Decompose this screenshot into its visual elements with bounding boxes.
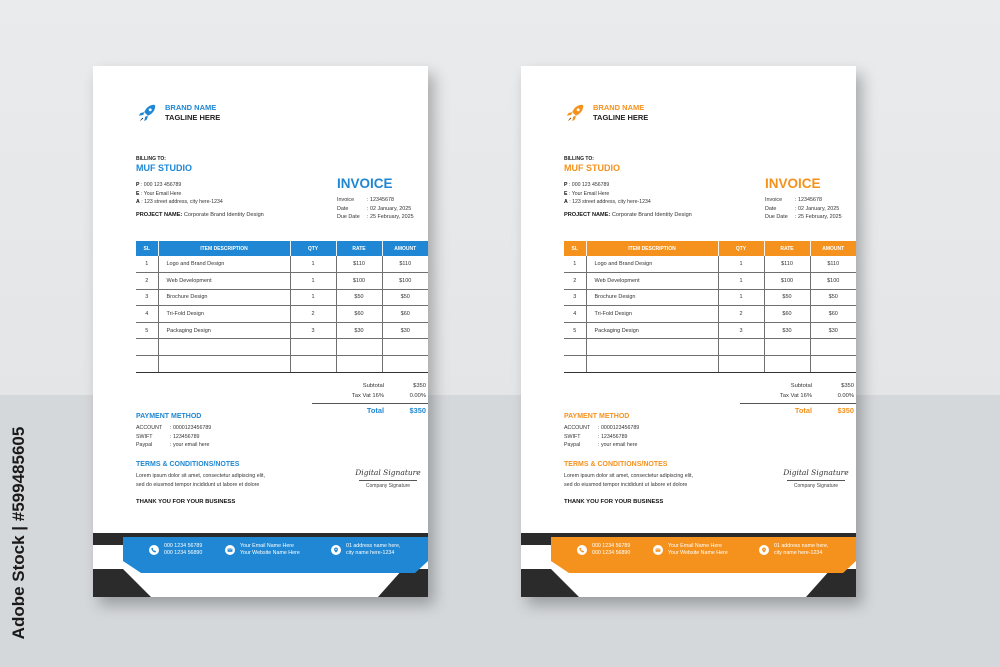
- payment-paypal: : your email here: [598, 442, 638, 449]
- invoice-meta: Invoice : 12345678 Date : 02 January, 2025 Due Date : 25 February, 2025: [765, 197, 842, 221]
- billing-contact: P : 000 123 456789 E : Your Email Here A : 123 street address, city here-1234: [136, 182, 223, 205]
- payment-details: ACCOUNT : 0000123456789 SWIFT : 123456789 Paypal : your email here: [136, 425, 212, 449]
- tax-value: 0.00%: [837, 392, 854, 399]
- subtotal-label: Subtotal: [362, 383, 384, 389]
- col-rate: RATE: [764, 241, 810, 256]
- billing-address: : 123 street address, city here-1234: [569, 199, 651, 205]
- tax-value: 0.00%: [409, 392, 426, 399]
- project-name: Corporate Brand Identity Design: [183, 212, 264, 218]
- subtotal-value: $350: [413, 383, 426, 389]
- table-row-empty: [564, 339, 856, 356]
- terms-title: TERMS & CONDITIONS/NOTES: [136, 461, 240, 468]
- table-row: 5 Packaging Design 3 $30 $30: [564, 322, 856, 339]
- items-table: [136, 241, 428, 373]
- footer-website: Your Website Name Here: [668, 550, 728, 556]
- brand-tagline: TAGLINE HERE: [593, 113, 649, 122]
- col-amount: AMOUNT: [810, 241, 856, 256]
- project-line: PROJECT NAME: Corporate Brand Identity Design: [564, 212, 692, 218]
- billing-email: : Your Email Here: [140, 190, 182, 197]
- terms-title: TERMS & CONDITIONS/NOTES: [564, 461, 668, 468]
- footer-address-1: 01 address name here,: [774, 543, 829, 549]
- brand-tagline: TAGLINE HERE: [165, 113, 221, 122]
- items-table-header: [564, 241, 856, 256]
- table-row: 3 Brochure Design 1 $50 $50: [136, 289, 428, 306]
- total-label: Total: [366, 406, 384, 415]
- invoice-due-date: : 25 February, 2025: [795, 214, 842, 221]
- footer-address-2: city name here-1234: [774, 550, 823, 556]
- table-row-empty: [564, 356, 856, 373]
- rocket-icon: [564, 101, 586, 125]
- billing-label: BILLING TO:: [564, 156, 594, 162]
- invoice-page-blue: [93, 66, 428, 597]
- payment-paypal: : your email here: [170, 442, 210, 449]
- billing-phone: : 000 123 456789: [140, 182, 182, 188]
- invoice-due-date: : 25 February, 2025: [367, 214, 414, 221]
- invoice-title: INVOICE: [337, 176, 393, 191]
- brand-logo: [136, 101, 220, 125]
- footer-phone-1: 000 1234 56789: [592, 543, 631, 549]
- footer-address-2: city name here-1234: [346, 550, 395, 556]
- table-row: 1 Logo and Brand Design 1 $110 $110: [564, 256, 856, 273]
- footer-phone-2: 000 1234 56890: [164, 550, 203, 556]
- items-table-header: [136, 241, 428, 256]
- signature-block: [779, 468, 853, 489]
- table-row: 2 Web Development 1 $100 $100: [136, 273, 428, 290]
- table-row: 3 Brochure Design 1 $50 $50: [564, 289, 856, 306]
- invoice-meta: Invoice : 12345678 Date : 02 January, 2025 Due Date : 25 February, 2025: [337, 197, 414, 221]
- tax-label: Tax Vat 16%: [351, 392, 384, 399]
- total-value: $350: [409, 406, 426, 415]
- signature-caption: Company Signature: [365, 483, 411, 489]
- location-icon: [761, 547, 767, 553]
- totals-block: [740, 382, 856, 418]
- payment-details: ACCOUNT : 0000123456789 SWIFT : 123456789 Paypal : your email here: [564, 425, 640, 449]
- payment-swift: : 123456789: [170, 433, 200, 440]
- footer-band: [93, 533, 428, 597]
- billing-label: BILLING TO:: [136, 156, 166, 162]
- col-description: ITEM DESCRIPTION: [158, 241, 290, 256]
- thank-you-note: THANK YOU FOR YOUR BUSINESS: [564, 499, 664, 505]
- footer-phone-2: 000 1234 56890: [592, 550, 631, 556]
- table-row: 5 Packaging Design 3 $30 $30: [136, 322, 428, 339]
- table-row: 4 Tri-Fold Design 2 $60 $60: [136, 306, 428, 323]
- footer-website: Your Website Name Here: [240, 550, 300, 556]
- table-row: 4 Tri-Fold Design 2 $60 $60: [564, 306, 856, 323]
- invoice-title: INVOICE: [765, 176, 821, 191]
- payment-title: PAYMENT METHOD: [136, 413, 202, 420]
- terms-text: Lorem ipsum dolor sit amet, consectetur adipiscing elit, sed do eiusmod tempor incididunt ut labore et dolore: [564, 473, 693, 488]
- payment-account: : 0000123456789: [170, 425, 212, 431]
- col-sl: SL: [136, 241, 158, 256]
- brand-name: BRAND NAME: [165, 103, 217, 112]
- brand-name: BRAND NAME: [593, 103, 645, 112]
- footer-email: Your Email Name Here: [668, 543, 722, 549]
- thank-you-note: THANK YOU FOR YOUR BUSINESS: [136, 499, 236, 505]
- email-icon: [655, 547, 661, 553]
- project-name: Corporate Brand Identity Design: [611, 212, 692, 218]
- footer-email: Your Email Name Here: [240, 543, 294, 549]
- phone-icon: [579, 547, 585, 553]
- signature-script: Digital Signature: [355, 468, 421, 477]
- brand-logo: [564, 101, 648, 125]
- invoice-number: : 12345678: [367, 197, 394, 203]
- project-line: PROJECT NAME: Corporate Brand Identity Design: [136, 212, 264, 218]
- location-icon: [333, 547, 339, 553]
- invoice-number: : 12345678: [795, 197, 822, 203]
- email-icon: [227, 547, 233, 553]
- invoice-page-orange: [521, 66, 856, 597]
- col-amount: AMOUNT: [382, 241, 428, 256]
- footer-phone-1: 000 1234 56789: [164, 543, 203, 549]
- col-sl: SL: [564, 241, 586, 256]
- rocket-icon: [136, 101, 158, 125]
- billing-email: : Your Email Here: [568, 190, 610, 197]
- col-qty: QTY: [290, 241, 336, 256]
- col-rate: RATE: [336, 241, 382, 256]
- phone-icon: [151, 547, 157, 553]
- billing-block: [564, 156, 620, 173]
- billing-phone: : 000 123 456789: [568, 182, 610, 188]
- col-description: ITEM DESCRIPTION: [586, 241, 718, 256]
- total-label: Total: [794, 406, 812, 415]
- invoice-date: : 02 January, 2025: [795, 205, 840, 212]
- table-row: 2 Web Development 1 $100 $100: [564, 273, 856, 290]
- totals-block: [312, 382, 428, 418]
- invoice-date: : 02 January, 2025: [367, 205, 412, 212]
- signature-caption: Company Signature: [793, 483, 839, 489]
- payment-account: : 0000123456789: [598, 425, 640, 431]
- table-row: 1 Logo and Brand Design 1 $110 $110: [136, 256, 428, 273]
- billing-block: [136, 156, 192, 173]
- table-row-empty: [136, 356, 428, 373]
- subtotal-label: Subtotal: [790, 383, 812, 389]
- table-row-empty: [136, 339, 428, 356]
- footer-band: [521, 533, 856, 597]
- payment-swift: : 123456789: [598, 433, 628, 440]
- terms-text: Lorem ipsum dolor sit amet, consectetur adipiscing elit, sed do eiusmod tempor incididunt ut labore et dolore: [136, 473, 265, 488]
- billing-company: MUF STUDIO: [136, 163, 192, 173]
- billing-company: MUF STUDIO: [564, 163, 620, 173]
- signature-block: [351, 468, 425, 489]
- tax-label: Tax Vat 16%: [779, 392, 812, 399]
- col-qty: QTY: [718, 241, 764, 256]
- footer-address-1: 01 address name here,: [346, 543, 401, 549]
- payment-title: PAYMENT METHOD: [564, 413, 630, 420]
- stock-watermark-id: Adobe Stock | #599485605: [9, 426, 28, 639]
- billing-address: : 123 street address, city here-1234: [141, 199, 223, 205]
- items-table: [564, 241, 856, 373]
- signature-script: Digital Signature: [783, 468, 849, 477]
- total-value: $350: [837, 406, 854, 415]
- subtotal-value: $350: [841, 383, 854, 389]
- billing-contact: P : 000 123 456789 E : Your Email Here A : 123 street address, city here-1234: [564, 182, 651, 205]
